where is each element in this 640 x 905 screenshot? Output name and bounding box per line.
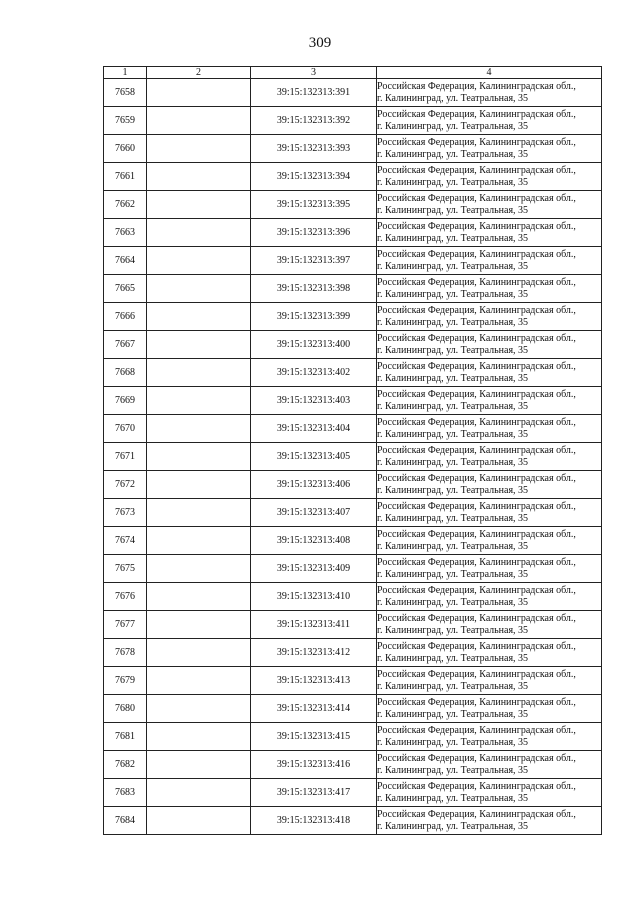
address-line-2: г. Калининград, ул. Театральная, 35	[377, 176, 529, 188]
empty-cell	[147, 583, 251, 611]
table-row	[104, 135, 602, 163]
row-number: 7678	[104, 639, 147, 667]
row-number: 7682	[104, 751, 147, 779]
table-row	[104, 443, 602, 471]
address-cell	[377, 611, 602, 639]
address-cell	[377, 807, 602, 835]
cadastral-number: 39:15:132313:391	[251, 79, 377, 107]
address-line-1: Российская Федерация, Калининградская обл.,	[377, 444, 576, 456]
empty-cell	[147, 135, 251, 163]
table-row	[104, 695, 602, 723]
address-cell	[377, 359, 602, 387]
empty-cell	[147, 359, 251, 387]
header-row	[104, 67, 602, 79]
address-cell	[377, 191, 602, 219]
address-line-1: Российская Федерация, Калининградская обл.,	[377, 276, 576, 288]
row-number: 7671	[104, 443, 147, 471]
row-number: 7680	[104, 695, 147, 723]
empty-cell	[147, 723, 251, 751]
address-cell	[377, 527, 602, 555]
address-line-2: г. Калининград, ул. Театральная, 35	[377, 652, 529, 664]
table-row	[104, 611, 602, 639]
cadastral-number: 39:15:132313:417	[251, 779, 377, 807]
address-line-1: Российская Федерация, Калининградская обл.,	[377, 164, 576, 176]
row-number: 7669	[104, 387, 147, 415]
column-header-4: 4	[377, 67, 602, 79]
row-number: 7674	[104, 527, 147, 555]
cadastral-number: 39:15:132313:415	[251, 723, 377, 751]
address-line-2: г. Калининград, ул. Театральная, 35	[377, 512, 529, 524]
row-number: 7681	[104, 723, 147, 751]
address-cell	[377, 219, 602, 247]
page-number: 309	[308, 35, 332, 51]
address-line-2: г. Калининград, ул. Театральная, 35	[377, 456, 529, 468]
cadastral-number: 39:15:132313:414	[251, 695, 377, 723]
address-line-1: Российская Федерация, Калининградская обл.,	[377, 248, 576, 260]
row-number: 7658	[104, 79, 147, 107]
address-line-2: г. Калининград, ул. Театральная, 35	[377, 540, 529, 552]
empty-cell	[147, 415, 251, 443]
table-body	[104, 79, 602, 835]
address-cell	[377, 639, 602, 667]
address-line-1: Российская Федерация, Калининградская обл.,	[377, 780, 576, 792]
empty-cell	[147, 807, 251, 835]
address-line-2: г. Калининград, ул. Театральная, 35	[377, 708, 529, 720]
address-line-2: г. Калининград, ул. Театральная, 35	[377, 400, 529, 412]
row-number: 7675	[104, 555, 147, 583]
table-row	[104, 723, 602, 751]
cadastral-number: 39:15:132313:402	[251, 359, 377, 387]
address-line-2: г. Калининград, ул. Театральная, 35	[377, 372, 529, 384]
address-cell	[377, 443, 602, 471]
empty-cell	[147, 191, 251, 219]
empty-cell	[147, 163, 251, 191]
address-line-1: Российская Федерация, Калининградская обл.,	[377, 500, 576, 512]
address-line-2: г. Калининград, ул. Театральная, 35	[377, 568, 529, 580]
address-line-1: Российская Федерация, Калининградская обл.,	[377, 220, 576, 232]
cadastral-number: 39:15:132313:404	[251, 415, 377, 443]
address-line-1: Российская Федерация, Калининградская обл.,	[377, 668, 576, 680]
address-line-1: Российская Федерация, Калининградская обл.,	[377, 752, 576, 764]
address-cell	[377, 723, 602, 751]
empty-cell	[147, 247, 251, 275]
empty-cell	[147, 639, 251, 667]
cadastral-number: 39:15:132313:395	[251, 191, 377, 219]
row-number: 7677	[104, 611, 147, 639]
row-number: 7683	[104, 779, 147, 807]
address-line-1: Российская Федерация, Калининградская обл.,	[377, 304, 576, 316]
cadastral-number: 39:15:132313:412	[251, 639, 377, 667]
cadastral-number: 39:15:132313:407	[251, 499, 377, 527]
empty-cell	[147, 79, 251, 107]
column-header-2: 2	[147, 67, 251, 79]
row-number: 7668	[104, 359, 147, 387]
table-row	[104, 471, 602, 499]
table-row	[104, 359, 602, 387]
address-line-2: г. Калининград, ул. Театральная, 35	[377, 764, 529, 776]
column-header-3: 3	[251, 67, 377, 79]
address-cell	[377, 163, 602, 191]
table-row	[104, 499, 602, 527]
cadastral-number: 39:15:132313:392	[251, 107, 377, 135]
empty-cell	[147, 107, 251, 135]
table-row	[104, 779, 602, 807]
address-line-1: Российская Федерация, Калининградская обл.,	[377, 528, 576, 540]
empty-cell	[147, 331, 251, 359]
row-number: 7665	[104, 275, 147, 303]
address-line-2: г. Калининград, ул. Театральная, 35	[377, 316, 529, 328]
cadastral-number: 39:15:132313:399	[251, 303, 377, 331]
row-number: 7684	[104, 807, 147, 835]
address-line-2: г. Калининград, ул. Театральная, 35	[377, 484, 529, 496]
empty-cell	[147, 611, 251, 639]
empty-cell	[147, 667, 251, 695]
address-cell	[377, 471, 602, 499]
address-line-2: г. Калининград, ул. Театральная, 35	[377, 344, 529, 356]
cadastral-number: 39:15:132313:416	[251, 751, 377, 779]
table-row	[104, 331, 602, 359]
empty-cell	[147, 555, 251, 583]
cadastral-number: 39:15:132313:411	[251, 611, 377, 639]
address-cell	[377, 779, 602, 807]
address-cell	[377, 247, 602, 275]
row-number: 7666	[104, 303, 147, 331]
address-line-2: г. Калининград, ул. Театральная, 35	[377, 204, 529, 216]
empty-cell	[147, 751, 251, 779]
address-cell	[377, 275, 602, 303]
empty-cell	[147, 779, 251, 807]
cadastral-number: 39:15:132313:403	[251, 387, 377, 415]
table-row	[104, 219, 602, 247]
empty-cell	[147, 471, 251, 499]
address-line-2: г. Калининград, ул. Театральная, 35	[377, 680, 529, 692]
address-line-1: Российская Федерация, Калининградская обл.,	[377, 696, 576, 708]
column-header-1: 1	[104, 67, 147, 79]
row-number: 7679	[104, 667, 147, 695]
row-number: 7676	[104, 583, 147, 611]
table-row	[104, 555, 602, 583]
address-line-2: г. Калининград, ул. Театральная, 35	[377, 596, 529, 608]
cadastral-number: 39:15:132313:410	[251, 583, 377, 611]
address-line-1: Российская Федерация, Калининградская обл.,	[377, 192, 576, 204]
cadastral-number: 39:15:132313:393	[251, 135, 377, 163]
row-number: 7660	[104, 135, 147, 163]
cadastral-number: 39:15:132313:400	[251, 331, 377, 359]
address-line-1: Российская Федерация, Калининградская обл.,	[377, 612, 576, 624]
empty-cell	[147, 443, 251, 471]
address-line-2: г. Калининград, ул. Театральная, 35	[377, 232, 529, 244]
cadastral-number: 39:15:132313:409	[251, 555, 377, 583]
address-cell	[377, 135, 602, 163]
registry-table	[103, 66, 602, 835]
address-line-1: Российская Федерация, Калининградская обл.,	[377, 724, 576, 736]
row-number: 7661	[104, 163, 147, 191]
address-line-2: г. Калининград, ул. Театральная, 35	[377, 92, 529, 104]
address-cell	[377, 79, 602, 107]
table-row	[104, 807, 602, 835]
address-line-2: г. Калининград, ул. Театральная, 35	[377, 260, 529, 272]
address-line-1: Российская Федерация, Калининградская обл.,	[377, 556, 576, 568]
row-number: 7664	[104, 247, 147, 275]
address-line-1: Российская Федерация, Калининградская обл.,	[377, 332, 576, 344]
address-cell	[377, 387, 602, 415]
address-line-1: Российская Федерация, Калининградская обл.,	[377, 388, 576, 400]
empty-cell	[147, 499, 251, 527]
address-cell	[377, 583, 602, 611]
address-cell	[377, 751, 602, 779]
table-row	[104, 527, 602, 555]
row-number: 7662	[104, 191, 147, 219]
row-number: 7670	[104, 415, 147, 443]
cadastral-number: 39:15:132313:397	[251, 247, 377, 275]
table-row	[104, 387, 602, 415]
address-cell	[377, 667, 602, 695]
address-line-2: г. Калининград, ул. Театральная, 35	[377, 428, 529, 440]
address-line-1: Российская Федерация, Калининградская обл.,	[377, 472, 576, 484]
address-cell	[377, 555, 602, 583]
address-cell	[377, 331, 602, 359]
empty-cell	[147, 695, 251, 723]
address-line-1: Российская Федерация, Калининградская обл.,	[377, 808, 576, 820]
address-line-1: Российская Федерация, Калининградская обл.,	[377, 108, 576, 120]
table-row	[104, 163, 602, 191]
table-row	[104, 247, 602, 275]
table-row	[104, 303, 602, 331]
table-row	[104, 639, 602, 667]
address-line-1: Российская Федерация, Калининградская обл.,	[377, 360, 576, 372]
address-line-1: Российская Федерация, Калининградская обл.,	[377, 80, 576, 92]
empty-cell	[147, 275, 251, 303]
address-cell	[377, 303, 602, 331]
address-line-2: г. Калининград, ул. Театральная, 35	[377, 288, 529, 300]
cadastral-number: 39:15:132313:408	[251, 527, 377, 555]
empty-cell	[147, 527, 251, 555]
empty-cell	[147, 387, 251, 415]
table-row	[104, 415, 602, 443]
address-line-1: Российская Федерация, Калининградская обл.,	[377, 416, 576, 428]
row-number: 7667	[104, 331, 147, 359]
cadastral-number: 39:15:132313:394	[251, 163, 377, 191]
table-row	[104, 667, 602, 695]
cadastral-number: 39:15:132313:418	[251, 807, 377, 835]
row-number: 7659	[104, 107, 147, 135]
empty-cell	[147, 219, 251, 247]
address-line-2: г. Калининград, ул. Театральная, 35	[377, 624, 529, 636]
row-number: 7672	[104, 471, 147, 499]
cadastral-number: 39:15:132313:406	[251, 471, 377, 499]
address-line-2: г. Калининград, ул. Театральная, 35	[377, 820, 529, 832]
row-number: 7663	[104, 219, 147, 247]
table-row	[104, 107, 602, 135]
address-line-1: Российская Федерация, Калининградская обл.,	[377, 136, 576, 148]
row-number: 7673	[104, 499, 147, 527]
table-row	[104, 79, 602, 107]
address-cell	[377, 695, 602, 723]
address-cell	[377, 415, 602, 443]
address-line-2: г. Калининград, ул. Театральная, 35	[377, 792, 529, 804]
address-cell	[377, 499, 602, 527]
cadastral-number: 39:15:132313:398	[251, 275, 377, 303]
address-line-2: г. Калининград, ул. Театральная, 35	[377, 120, 529, 132]
cadastral-number: 39:15:132313:405	[251, 443, 377, 471]
table-row	[104, 275, 602, 303]
table-row	[104, 583, 602, 611]
address-line-2: г. Калининград, ул. Театральная, 35	[377, 148, 529, 160]
address-line-1: Российская Федерация, Калининградская обл.,	[377, 584, 576, 596]
table-row	[104, 191, 602, 219]
address-line-2: г. Калининград, ул. Театральная, 35	[377, 736, 529, 748]
cadastral-number: 39:15:132313:413	[251, 667, 377, 695]
address-line-1: Российская Федерация, Калининградская обл.,	[377, 640, 576, 652]
address-cell	[377, 107, 602, 135]
empty-cell	[147, 303, 251, 331]
table-row	[104, 751, 602, 779]
cadastral-number: 39:15:132313:396	[251, 219, 377, 247]
